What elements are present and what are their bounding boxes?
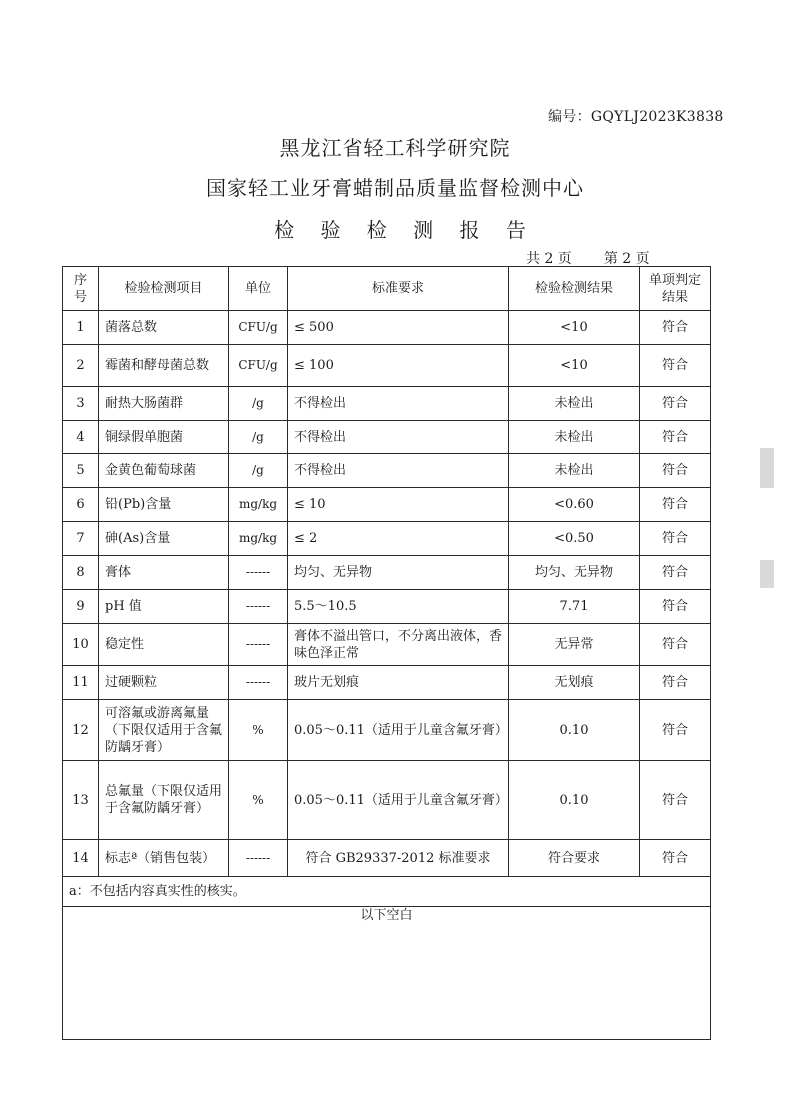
row-no: 13 — [63, 761, 99, 840]
row-judgement: 符合 — [640, 345, 711, 387]
row-judgement: 符合 — [640, 761, 711, 840]
header-item: 检验检测项目 — [99, 267, 229, 311]
row-unit: ------ — [229, 590, 288, 624]
row-requirement: 5.5～10.5 — [288, 590, 509, 624]
table-row — [63, 556, 711, 590]
row-unit: mg/kg — [229, 522, 288, 556]
row-requirement: 不得检出 — [288, 454, 509, 488]
row-requirement: 0.05～0.11（适用于儿童含氟牙膏） — [288, 761, 509, 840]
row-no: 2 — [63, 345, 99, 387]
row-no: 9 — [63, 590, 99, 624]
row-unit: /g — [229, 387, 288, 421]
row-result: 无异常 — [509, 624, 640, 666]
row-item: 铅(Pb)含量 — [99, 488, 229, 522]
row-unit: ------ — [229, 624, 288, 666]
row-requirement: ≤ 10 — [288, 488, 509, 522]
table-row — [63, 387, 711, 421]
row-result: <10 — [509, 345, 640, 387]
table-header-row — [63, 267, 711, 311]
row-judgement: 符合 — [640, 454, 711, 488]
center-name: 国家轻工业牙膏蜡制品质量监督检测中心 — [206, 176, 584, 200]
row-judgement: 符合 — [640, 590, 711, 624]
row-judgement: 符合 — [640, 311, 711, 345]
row-judgement: 符合 — [640, 387, 711, 421]
row-unit: mg/kg — [229, 488, 288, 522]
row-result: 7.71 — [509, 590, 640, 624]
row-item: 过硬颗粒 — [99, 666, 229, 700]
row-result: 0.10 — [509, 700, 640, 761]
row-judgement: 符合 — [640, 556, 711, 590]
row-judgement: 符合 — [640, 488, 711, 522]
row-judgement: 符合 — [640, 840, 711, 877]
row-no: 1 — [63, 311, 99, 345]
table-row — [63, 840, 711, 877]
row-item: 耐热大肠菌群 — [99, 387, 229, 421]
inspection-table — [62, 266, 711, 1040]
row-item: 铜绿假单胞菌 — [99, 421, 229, 454]
row-result: <0.50 — [509, 522, 640, 556]
row-no: 5 — [63, 454, 99, 488]
institute-name: 黑龙江省轻工科学研究院 — [279, 136, 511, 160]
document-number: 编号：GQYLJ2023K3838 — [548, 109, 724, 125]
header-judgement: 单项判定结果 — [640, 267, 711, 311]
row-result: <10 — [509, 311, 640, 345]
row-unit: CFU/g — [229, 311, 288, 345]
row-result: 0.10 — [509, 761, 640, 840]
row-no: 7 — [63, 522, 99, 556]
row-item: 稳定性 — [99, 624, 229, 666]
blank-notice: 以下空白 — [63, 907, 711, 1040]
row-item: 标志ª（销售包装） — [99, 840, 229, 877]
row-judgement: 符合 — [640, 421, 711, 454]
row-item: 可溶氟或游离氟量（下限仅适用于含氟防龋牙膏） — [99, 700, 229, 761]
row-unit: ------ — [229, 840, 288, 877]
header-no: 序号 — [63, 267, 99, 311]
row-result: <0.60 — [509, 488, 640, 522]
row-no: 6 — [63, 488, 99, 522]
page-indicator — [526, 248, 650, 268]
table-row — [63, 488, 711, 522]
row-unit: CFU/g — [229, 345, 288, 387]
table-row — [63, 421, 711, 454]
footnote-row — [63, 877, 711, 907]
header-result: 检验检测结果 — [509, 267, 640, 311]
row-result: 符合要求 — [509, 840, 640, 877]
row-unit: ------ — [229, 556, 288, 590]
row-judgement: 符合 — [640, 522, 711, 556]
scan-artifact — [760, 448, 774, 488]
table-row — [63, 700, 711, 761]
row-requirement: 膏体不溢出管口，不分离出液体，香味色泽正常 — [288, 624, 509, 666]
row-requirement: 不得检出 — [288, 387, 509, 421]
row-unit: /g — [229, 421, 288, 454]
table-row — [63, 590, 711, 624]
row-requirement: 玻片无划痕 — [288, 666, 509, 700]
row-item: 菌落总数 — [99, 311, 229, 345]
row-requirement: 符合 GB29337-2012 标准要求 — [288, 840, 509, 877]
row-no: 10 — [63, 624, 99, 666]
row-judgement: 符合 — [640, 624, 711, 666]
row-requirement: 不得检出 — [288, 421, 509, 454]
row-result: 未检出 — [509, 421, 640, 454]
table-row — [63, 666, 711, 700]
page-total: 共 2 页 — [526, 251, 572, 267]
row-unit: % — [229, 761, 288, 840]
row-item: pH 值 — [99, 590, 229, 624]
row-requirement: ≤ 500 — [288, 311, 509, 345]
row-no: 14 — [63, 840, 99, 877]
report-title: 检 验 检 测 报 告 — [274, 218, 536, 242]
row-item: 金黄色葡萄球菌 — [99, 454, 229, 488]
row-no: 8 — [63, 556, 99, 590]
row-no: 3 — [63, 387, 99, 421]
row-result: 未检出 — [509, 387, 640, 421]
row-requirement: 均匀、无异物 — [288, 556, 509, 590]
header-requirement: 标准要求 — [288, 267, 509, 311]
table-row — [63, 311, 711, 345]
table-row — [63, 345, 711, 387]
row-result: 无划痕 — [509, 666, 640, 700]
row-requirement: 0.05～0.11（适用于儿童含氟牙膏） — [288, 700, 509, 761]
header-unit: 单位 — [229, 267, 288, 311]
row-requirement: ≤ 100 — [288, 345, 509, 387]
row-item: 霉菌和酵母菌总数 — [99, 345, 229, 387]
footnote: a：不包括内容真实性的核实。 — [63, 877, 711, 907]
row-unit: % — [229, 700, 288, 761]
table-row — [63, 522, 711, 556]
table-row — [63, 761, 711, 840]
row-result: 均匀、无异物 — [509, 556, 640, 590]
row-result: 未检出 — [509, 454, 640, 488]
page-current: 第 2 页 — [603, 251, 650, 267]
row-item: 膏体 — [99, 556, 229, 590]
row-unit: /g — [229, 454, 288, 488]
row-no: 11 — [63, 666, 99, 700]
row-item: 砷(As)含量 — [99, 522, 229, 556]
table-row — [63, 624, 711, 666]
table-row — [63, 454, 711, 488]
row-judgement: 符合 — [640, 666, 711, 700]
row-no: 12 — [63, 700, 99, 761]
scan-artifact — [760, 560, 774, 588]
row-requirement: ≤ 2 — [288, 522, 509, 556]
row-unit: ------ — [229, 666, 288, 700]
row-judgement: 符合 — [640, 700, 711, 761]
row-item: 总氟量（下限仅适用于含氟防龋牙膏） — [99, 761, 229, 840]
row-no: 4 — [63, 421, 99, 454]
blank-row — [63, 907, 711, 1040]
